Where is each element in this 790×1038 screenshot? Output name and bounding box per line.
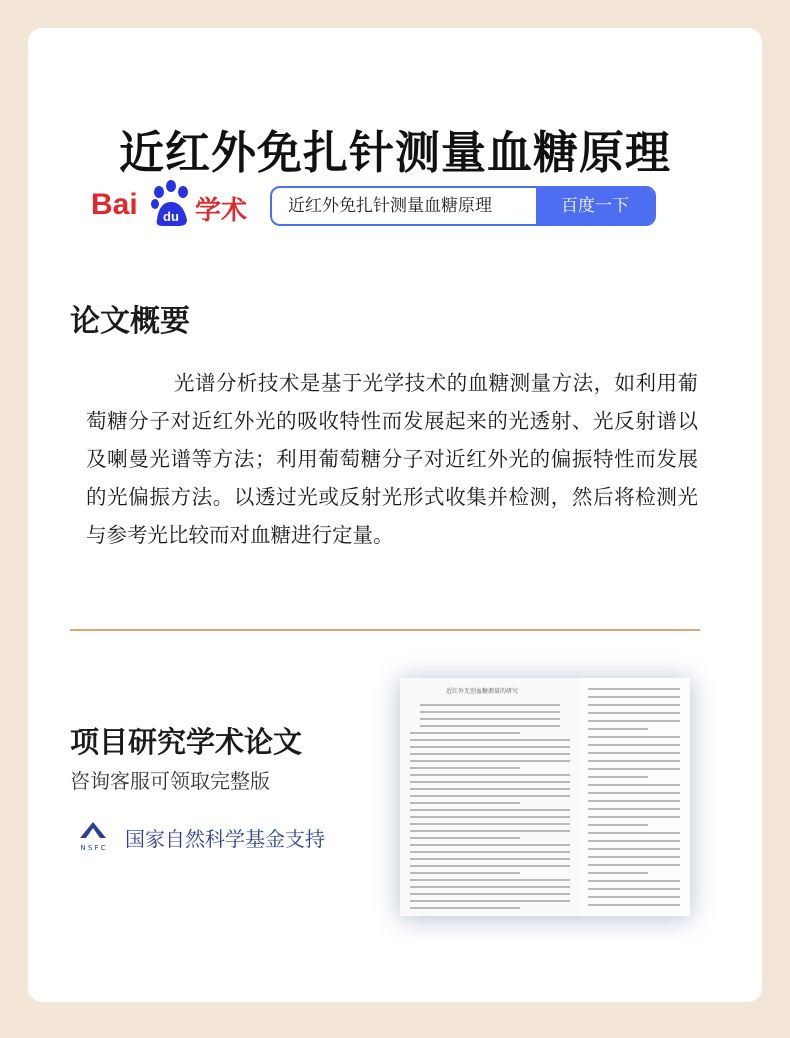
paper-text-line (588, 784, 680, 786)
search-button[interactable]: 百度一下 (536, 188, 654, 224)
section-divider (70, 629, 700, 631)
paper-text-line (420, 718, 560, 720)
summary-heading: 论文概要 (70, 304, 190, 339)
paper-text-line (588, 856, 680, 858)
paper-preview-image (400, 678, 690, 916)
paper-text-line (588, 712, 680, 714)
paper-text-line (410, 865, 570, 867)
page-title: 近红外免扎针测量血糖原理 (118, 126, 671, 179)
paper-text-line (588, 720, 680, 722)
paw-icon (149, 180, 193, 228)
search-input[interactable]: 近红外免扎针测量血糖原理 (288, 196, 492, 216)
paper-text-line (410, 753, 570, 755)
nsfc-label: 国家自然科学基金支持 (125, 827, 325, 851)
paper-page-left (400, 678, 581, 916)
paper-text-line (588, 688, 680, 690)
paper-preview-title: 近红外无创血糖测量的研究 (446, 688, 519, 695)
paper-text-line (410, 893, 570, 895)
paper-text-line (410, 767, 520, 769)
paper-text-line (588, 736, 680, 738)
project-subtitle: 咨询客服可领取完整版 (70, 769, 270, 793)
paper-text-line (410, 760, 570, 762)
paper-text-line (588, 744, 680, 746)
summary-body: 光谱分析技术是基于光学技术的血糖测量方法，如利用葡萄糖分子对近红外光的吸收特性而发展起来的光透射、光反射谱以及喇曼光谱等方法；利用葡萄糖分子对近红外光的偏振特性而发展的光偏振方法。以透过光或反射光形式收集并检测，然后将检测光与参考光比较而对血糖进行定量。 (86, 371, 698, 547)
paper-text-line (588, 760, 680, 762)
paper-text-line (410, 788, 570, 790)
paper-text-line (588, 832, 680, 834)
paper-text-line (588, 752, 680, 754)
paper-text-line (588, 792, 680, 794)
paper-text-line (588, 816, 680, 818)
paper-text-line (588, 768, 680, 770)
paper-text-line (588, 888, 680, 890)
paper-text-line (410, 907, 520, 909)
paper-text-line (410, 739, 570, 741)
paper-page-right (580, 678, 690, 916)
paper-text-line (410, 774, 570, 776)
search-box[interactable] (270, 186, 656, 226)
paper-text-line (410, 837, 520, 839)
paper-text-line (588, 704, 680, 706)
paper-text-line (410, 823, 570, 825)
paper-text-line (588, 896, 680, 898)
paper-text-line (588, 808, 680, 810)
paper-text-line (588, 776, 648, 778)
paper-text-line (410, 872, 520, 874)
paper-text-line (410, 830, 570, 832)
paper-text-line (588, 880, 680, 882)
paper-text-line (588, 728, 648, 730)
paper-text-line (410, 802, 520, 804)
paper-text-line (420, 704, 560, 706)
paper-text-line (410, 816, 570, 818)
logo-xueshu-text: 学术 (195, 196, 248, 226)
paper-text-line (410, 879, 570, 881)
project-title: 项目研究学术论文 (70, 725, 303, 759)
paper-text-line (410, 781, 570, 783)
paper-text-line (588, 872, 648, 874)
paper-text-line (588, 848, 680, 850)
paper-text-line (588, 800, 680, 802)
paper-text-line (588, 904, 680, 906)
nsfc-logo-icon (70, 820, 116, 854)
paper-text-line (410, 858, 570, 860)
paper-text-line (410, 851, 570, 853)
baidu-xueshu-logo[interactable] (91, 180, 251, 228)
paper-text-line (588, 696, 680, 698)
paper-text-line (410, 809, 570, 811)
paper-text-line (420, 725, 560, 727)
paper-text-line (410, 886, 570, 888)
paper-text-line (410, 746, 570, 748)
paper-text-line (588, 824, 648, 826)
paper-text-line (410, 844, 570, 846)
logo-du-text: du (163, 209, 179, 224)
paper-text-line (410, 732, 520, 734)
content-card (28, 28, 762, 1002)
paper-text-line (588, 864, 680, 866)
nsfc-abbr: N S F C (80, 844, 106, 852)
logo-bai-text: Bai (91, 188, 138, 221)
paper-text-line (410, 900, 570, 902)
paper-text-line (588, 840, 680, 842)
paper-text-line (410, 795, 570, 797)
paper-text-line (420, 711, 560, 713)
